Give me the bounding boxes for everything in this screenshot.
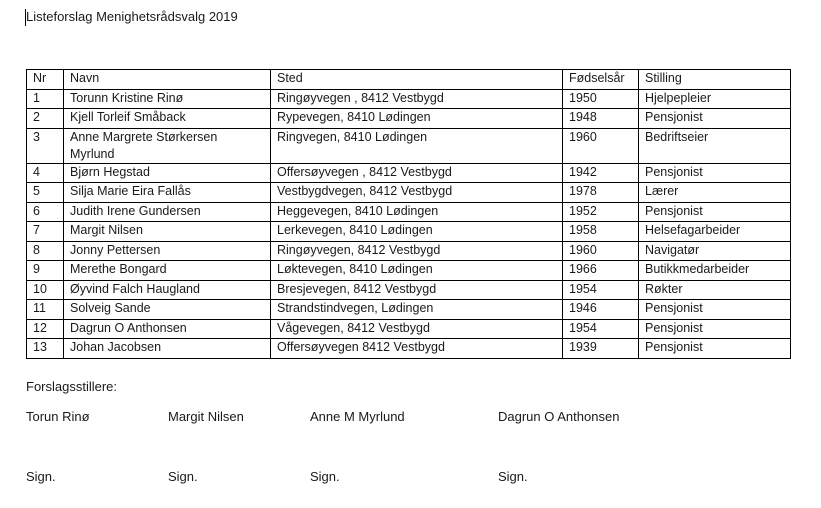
table-row xyxy=(27,89,791,109)
cell-stilling: Pensjonist xyxy=(639,339,791,359)
cell-fodselsar: 1966 xyxy=(563,261,639,281)
cell-nr: 8 xyxy=(27,241,64,261)
cell-nr: 7 xyxy=(27,222,64,242)
cell-fodselsar: 1952 xyxy=(563,202,639,222)
cell-nr: 3 xyxy=(27,128,64,163)
header-fodselsar: Fødselsår xyxy=(563,70,639,90)
cell-navn: Jonny Pettersen xyxy=(64,241,271,261)
table-row xyxy=(27,339,791,359)
sign-label: Sign. xyxy=(498,469,528,484)
cell-nr: 9 xyxy=(27,261,64,281)
proposer-name: Dagrun O Anthonsen xyxy=(498,409,620,424)
cell-stilling: Hjelpepleier xyxy=(639,89,791,109)
proposer-name: Margit Nilsen xyxy=(168,409,244,424)
cell-navn: Torunn Kristine Rinø xyxy=(64,89,271,109)
sign-label: Sign. xyxy=(26,469,56,484)
cell-stilling: Røkter xyxy=(639,280,791,300)
cell-navn: Øyvind Falch Haugland xyxy=(64,280,271,300)
cell-fodselsar: 1954 xyxy=(563,280,639,300)
cell-sted: Offersøyvegen 8412 Vestbygd xyxy=(271,339,563,359)
cell-fodselsar: 1958 xyxy=(563,222,639,242)
table-row xyxy=(27,280,791,300)
cell-fodselsar: 1948 xyxy=(563,109,639,129)
proposers-label: Forslagsstillere: xyxy=(26,379,118,394)
cell-sted: Løktevegen, 8410 Lødingen xyxy=(271,261,563,281)
cell-navn: Bjørn Hegstad xyxy=(64,163,271,183)
cell-navn: Margit Nilsen xyxy=(64,222,271,242)
cell-stilling: Pensjonist xyxy=(639,300,791,320)
cell-navn: Johan Jacobsen xyxy=(64,339,271,359)
table-row xyxy=(27,183,791,203)
cell-nr: 2 xyxy=(27,109,64,129)
cell-sted: Strandstindvegen, Lødingen xyxy=(271,300,563,320)
cell-nr: 1 xyxy=(27,89,64,109)
table-row xyxy=(27,261,791,281)
cell-fodselsar: 1978 xyxy=(563,183,639,203)
cell-navn: Judith Irene Gundersen xyxy=(64,202,271,222)
document-title: Listeforslag Menighetsrådsvalg 2019 xyxy=(26,9,238,24)
header-navn: Navn xyxy=(64,70,271,90)
cell-stilling: Pensjonist xyxy=(639,202,791,222)
sign-label: Sign. xyxy=(310,469,340,484)
cell-sted: Offersøyvegen , 8412 Vestbygd xyxy=(271,163,563,183)
header-nr: Nr xyxy=(27,70,64,90)
cell-nr: 5 xyxy=(27,183,64,203)
cell-fodselsar: 1939 xyxy=(563,339,639,359)
cell-sted: Ringøyvegen , 8412 Vestbygd xyxy=(271,89,563,109)
name-line: Myrlund xyxy=(70,146,115,161)
cell-navn: Dagrun O Anthonsen xyxy=(64,319,271,339)
cell-sted: Ringvegen, 8410 Lødingen xyxy=(271,128,563,163)
cell-sted: Vestbygdvegen, 8412 Vestbygd xyxy=(271,183,563,203)
cell-sted: Vågevegen, 8412 Vestbygd xyxy=(271,319,563,339)
cell-sted: Ringøyvegen, 8412 Vestbygd xyxy=(271,241,563,261)
cell-nr: 12 xyxy=(27,319,64,339)
candidate-table xyxy=(26,69,791,359)
header-sted: Sted xyxy=(271,70,563,90)
table-row xyxy=(27,222,791,242)
cell-fodselsar: 1946 xyxy=(563,300,639,320)
cell-navn: Solveig Sande xyxy=(64,300,271,320)
cell-sted: Heggevegen, 8410 Lødingen xyxy=(271,202,563,222)
table-row xyxy=(27,300,791,320)
table-row xyxy=(27,241,791,261)
cell-nr: 6 xyxy=(27,202,64,222)
table-row xyxy=(27,319,791,339)
cell-stilling: Lærer xyxy=(639,183,791,203)
cell-nr: 11 xyxy=(27,300,64,320)
cell-nr: 10 xyxy=(27,280,64,300)
table-header-row xyxy=(27,70,791,90)
cell-stilling: Pensjonist xyxy=(639,109,791,129)
cell-navn: Merethe Bongard xyxy=(64,261,271,281)
table-row xyxy=(27,163,791,183)
table-row xyxy=(27,128,791,163)
cell-stilling: Pensjonist xyxy=(639,163,791,183)
proposer-name: Torun Rinø xyxy=(26,409,90,424)
cell-sted: Lerkevegen, 8410 Lødingen xyxy=(271,222,563,242)
cell-fodselsar: 1950 xyxy=(563,89,639,109)
cell-stilling: Butikkmedarbeider xyxy=(639,261,791,281)
cell-fodselsar: 1942 xyxy=(563,163,639,183)
table-row xyxy=(27,109,791,129)
table-row xyxy=(27,202,791,222)
cell-stilling: Bedriftseier xyxy=(639,128,791,163)
sign-label: Sign. xyxy=(168,469,198,484)
cell-navn: Kjell Torleif Småback xyxy=(64,109,271,129)
cell-navn: Silja Marie Eira Fallås xyxy=(64,183,271,203)
cell-sted: Rypevegen, 8410 Lødingen xyxy=(271,109,563,129)
cell-sted: Bresjevegen, 8412 Vestbygd xyxy=(271,280,563,300)
cell-stilling: Pensjonist xyxy=(639,319,791,339)
cell-stilling: Helsefagarbeider xyxy=(639,222,791,242)
cell-stilling: Navigatør xyxy=(639,241,791,261)
cell-nr: 4 xyxy=(27,163,64,183)
cell-fodselsar: 1954 xyxy=(563,319,639,339)
cell-fodselsar: 1960 xyxy=(563,128,639,163)
cell-fodselsar: 1960 xyxy=(563,241,639,261)
cell-nr: 13 xyxy=(27,339,64,359)
header-stilling: Stilling xyxy=(639,70,791,90)
proposer-name: Anne M Myrlund xyxy=(310,409,405,424)
name-line: Anne Margrete Størkersen xyxy=(70,129,218,144)
cell-navn xyxy=(64,128,271,163)
